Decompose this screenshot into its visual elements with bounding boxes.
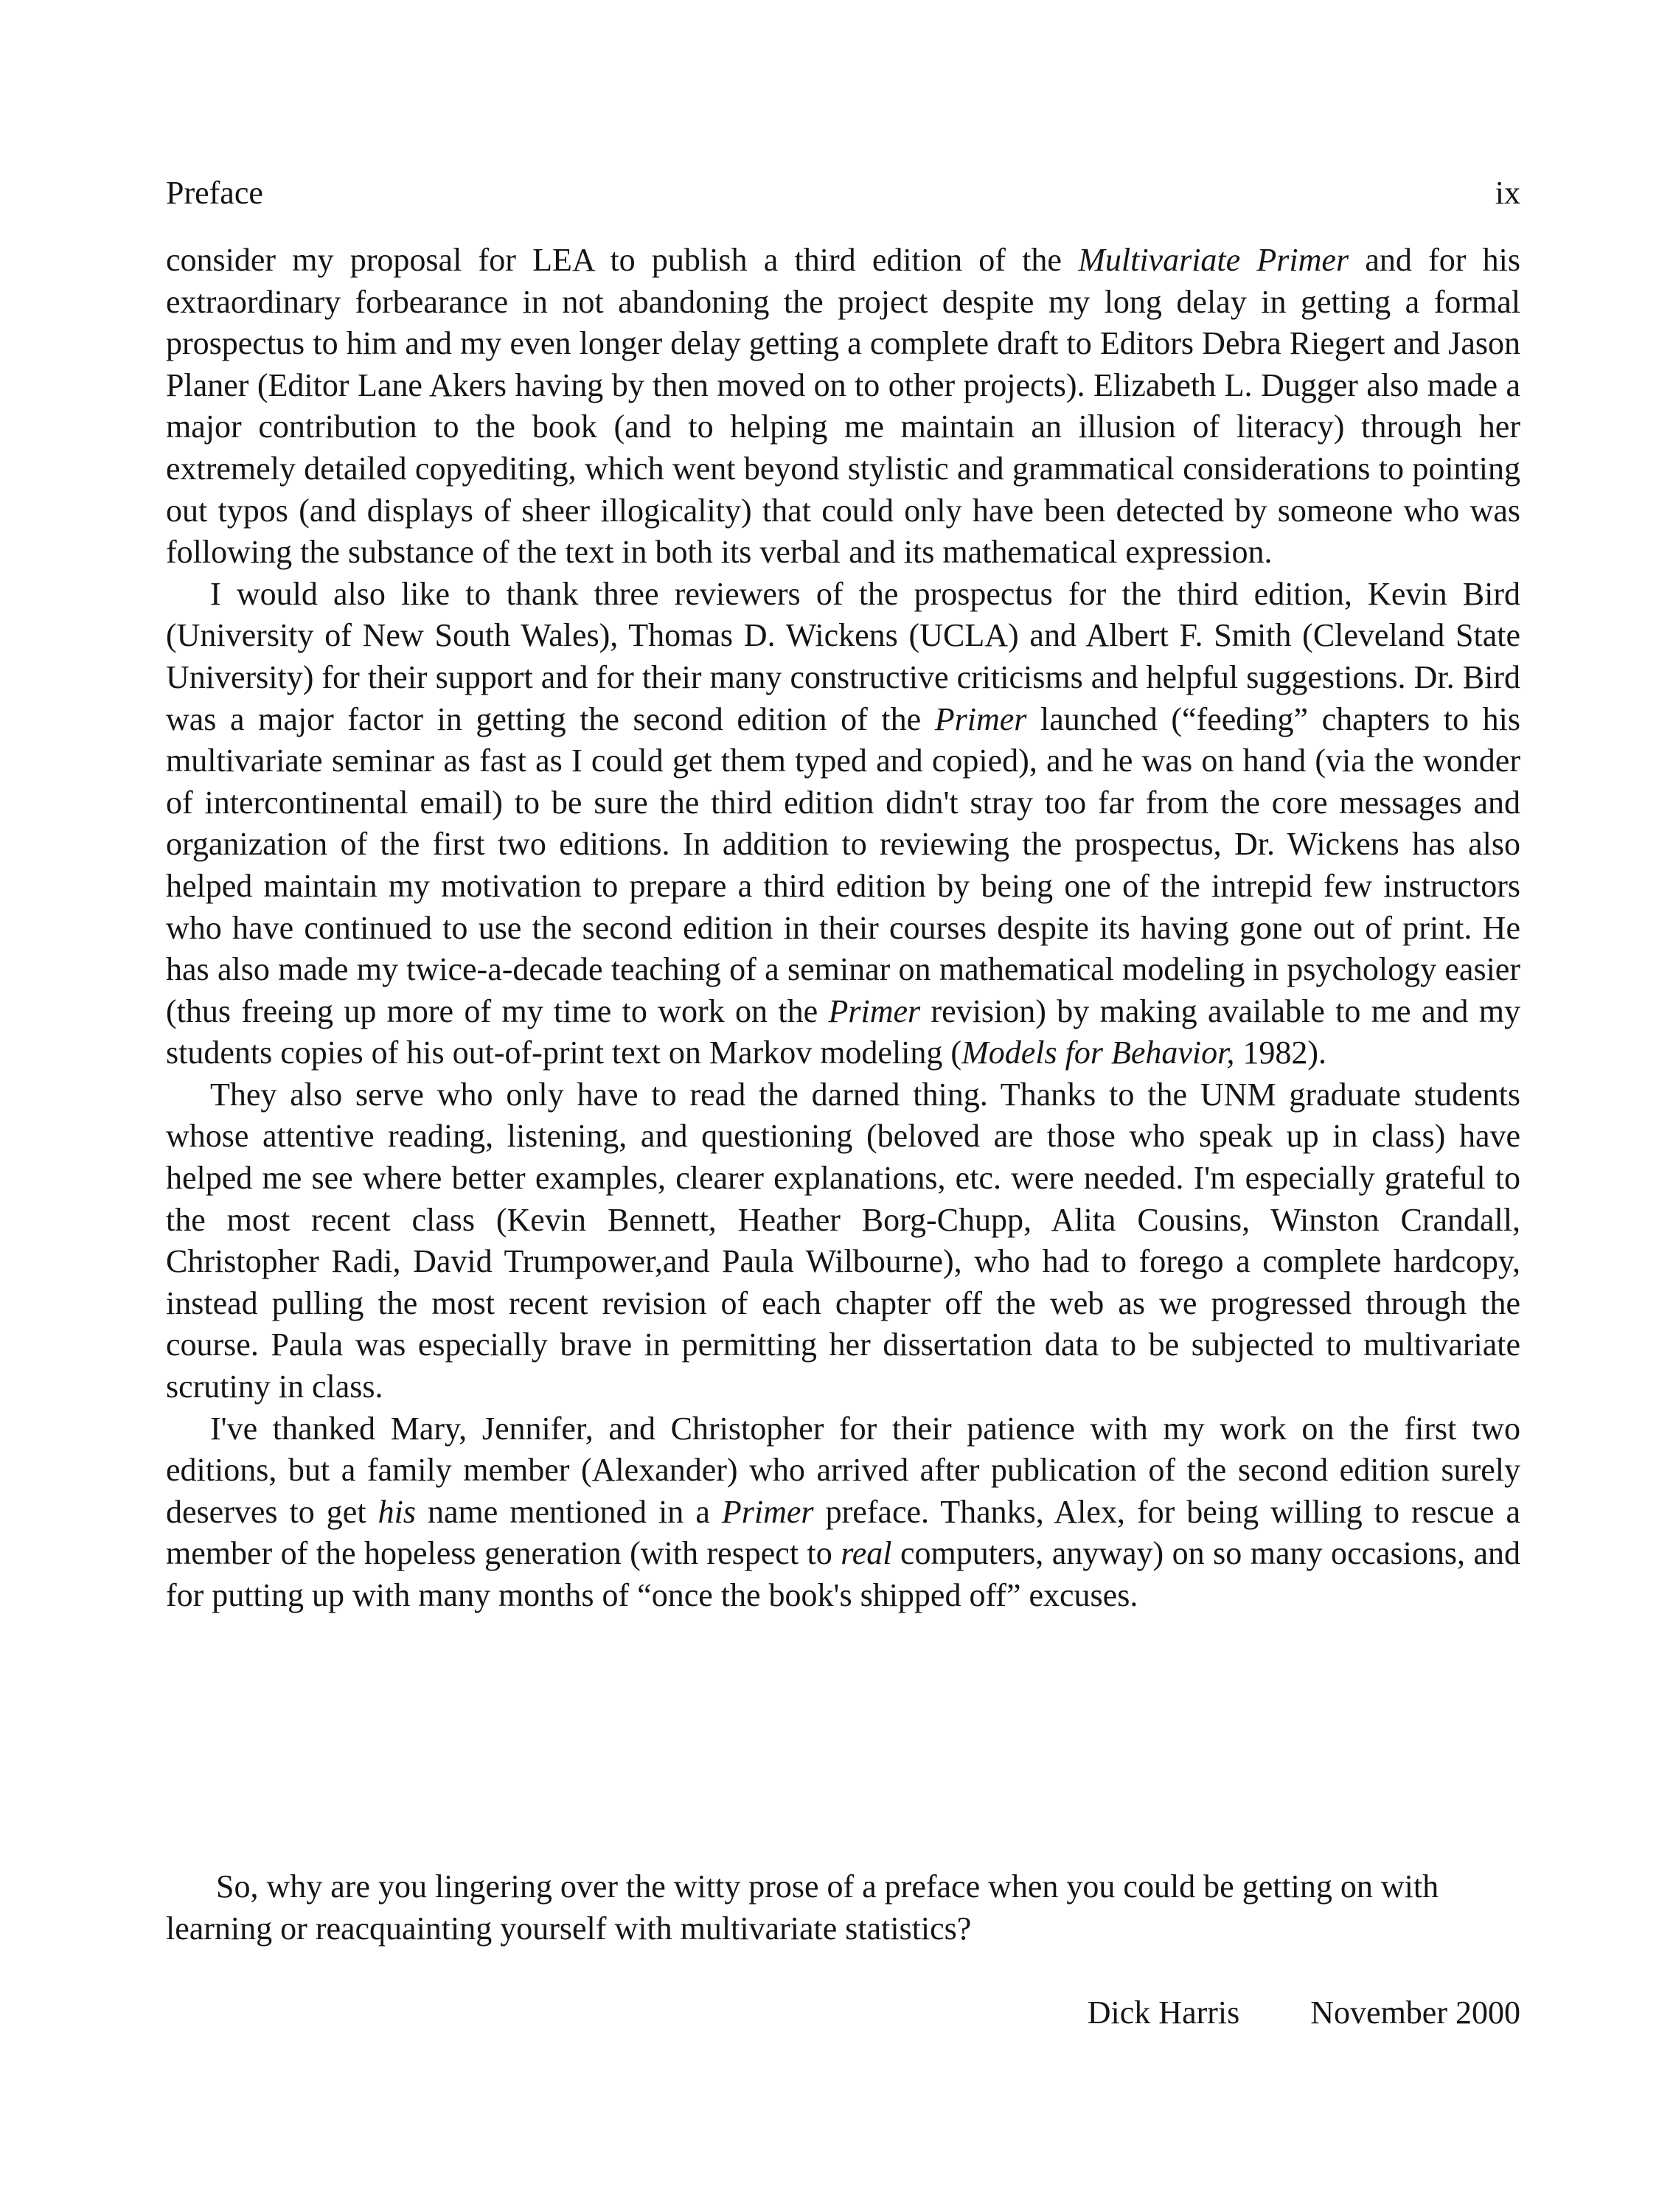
text-run: consider my proposal for LEA to publish a third edition of the (166, 242, 1079, 278)
signature-date: November 2000 (1310, 1994, 1520, 2031)
paragraph (166, 574, 1520, 1074)
paragraph (166, 1408, 1520, 1617)
text-run: revision) by making available to me and my students copies of his out-of-print text on Markov modeling ( (166, 992, 1520, 1071)
text-run: They also serve who only have to read the darned thing. Thanks to the UNM graduate students whose attentive reading, listening, and questioning (beloved are those who speak up in class) have helped me see where better examples, clearer explanations, etc. were needed. I'm especially grateful to the most recent class (Kevin Bennett, Heather Borg-Chupp, Alita Cousins, Winston Crandall, Christopher Radi, David Trumpower,and Paula Wilbourne), who had to forego a complete hardcopy, instead pulling the most recent revision of each chapter off the web as we progressed through the course. Paula was especially brave in permitting her dissertation data to be subjected to multivariate scrutiny in class. (166, 1076, 1520, 1405)
book-title-emphasis: Primer (934, 700, 1027, 737)
emphasis: real (841, 1535, 892, 1572)
closing-paragraph: So, why are you lingering over the witty prose of a preface when you could be getting on with learning or reacquainting yourself with multivariate statistics? (166, 1868, 1439, 1947)
signature-line (166, 1991, 1520, 2035)
book-title-emphasis: Primer (721, 1493, 814, 1530)
preface-body (166, 240, 1520, 1617)
text-run: and for his extraordinary forbearance in not abandoning the project despite my long delay in getting a formal prospectus to him and my even longer delay getting a complete draft to Editors Debra Riegert and Jason Planer (Editor Lane Akers having by then moved on to other projects). Elizabeth L. Dugger also made a major contribution to the book (and to helping me maintain an illusion of literacy) through her extremely detailed copyediting, which went beyond stylistic and grammatical considerations to pointing out typos (and displays of sheer illogicality) that could only have been detected by someone who was following the substance of the text in both its verbal and its mathematical expression. (166, 242, 1520, 571)
book-title-emphasis: Multivariate Primer (1078, 242, 1349, 278)
book-title-emphasis: Primer (828, 992, 921, 1029)
text-run: preface. Thanks, Alex, for being willing to rescue a member of the hopeless generation (with respect to (166, 1493, 1521, 1572)
book-title-emphasis: Models for Behavior, (961, 1034, 1235, 1071)
author-name: Dick Harris (1087, 1994, 1240, 2031)
paragraph (166, 1074, 1520, 1408)
text-run: launched (“feeding” chapters to his multivariate seminar as fast as I could get them typed and copied), and he was on hand (via the wonder of intercontinental email) to be sure the third edition didn't stray too far from the core messages and organization of the first two editions. In addition to reviewing the prospectus, Dr. Wickens has also helped maintain my motivation to prepare a third edition by being one of the intrepid few instructors who have continued to use the second edition in their courses despite its having gone out of print. He has also made my twice-a-decade teaching of a seminar on mathematical modeling in psychology easier (thus freeing up more of my time to work on the (166, 700, 1520, 1029)
text-run: I've thanked Mary, Jennifer, and Christopher for their patience with my work on the first two editions, but a family member (Alexander) who arrived after publication of the second edition surely deserves to get (166, 1410, 1520, 1530)
text-run: name mentioned in a (415, 1493, 722, 1530)
paragraph (166, 240, 1520, 574)
text-run: computers, anyway) on so many occasions, and for putting up with many months of “once the book's shipped off” excuses. (166, 1535, 1520, 1613)
section-title: Preface (166, 175, 263, 211)
page-number: ix (1495, 175, 1520, 211)
running-header (166, 171, 1520, 215)
text-run: 1982). (1234, 1034, 1327, 1071)
text-run: I would also like to thank three reviewers of the prospectus for the third edition, Kevin Bird (University of New South Wales), Thomas D. Wickens (UCLA) and Albert F. Smith (Cleveland State University) for their support and for their many constructive criticisms and helpful suggestions. Dr. Bird was a major factor in getting the second edition of the (166, 575, 1520, 737)
emphasis: his (378, 1493, 416, 1530)
